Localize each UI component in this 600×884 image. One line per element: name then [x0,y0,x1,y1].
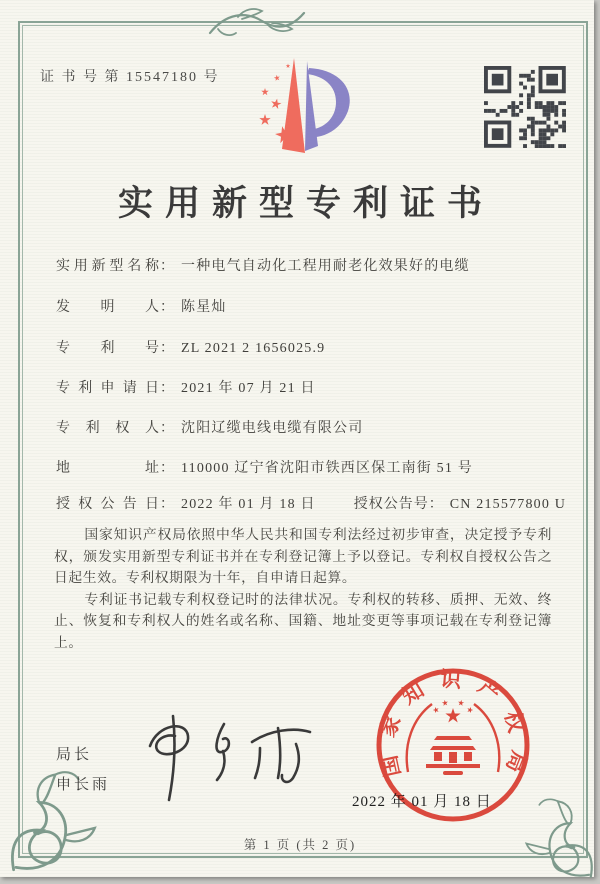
gazette-number-value: CN 215577800 U [449,497,567,512]
field-label: 授权公告日 [56,497,160,512]
field-value: ZL 2021 2 1656025.9 [181,341,326,356]
field-colon: ： [160,421,175,436]
field-value: 沈阳辽缆电线电缆有限公司 [181,421,364,436]
certificate-number: 证 书 号 第 15547180 号 [40,70,220,85]
field-value: 2021 年 07 月 21 日 [181,381,316,396]
field-row-inventor [56,296,227,316]
field-label: 专利权人 [56,421,160,436]
field-row-patentee [56,417,363,437]
legal-paragraph-2: 专利证书记载专利权登记时的法律状况。专利权的转移、质押、无效、终止、恢复和专利权人的姓名或名称、国籍、地址变更等事项记载在专利登记簿上。 [54,591,552,650]
cnipa-logo-icon [243,56,365,162]
legal-paragraph-1: 国家知识产权局依照中华人民共和国专利法经过初步审查，决定授予专利权，颁发实用新型专利证书并在专利登记簿上予以登记。专利权自授权公告之日起生效。专利权期限为十年，自申请日起算。 [54,527,552,585]
field-label: 专利号 [56,341,160,356]
field-label: 实用新型名称 [56,259,160,274]
field-label: 发明人 [56,300,160,315]
field-colon: ： [160,497,175,512]
certificate-title: 实用新型专利证书 [117,184,494,223]
field-row-filing-date [56,377,316,397]
field-value: 一种电气自动化工程用耐老化效果好的电缆 [181,259,470,274]
field-colon: ： [160,341,175,356]
field-row-patent-number [56,337,325,357]
field-row-utility-model-name [56,255,470,275]
signer-name: 申长雨 [56,777,111,793]
field-row-grant-date-and-number [56,493,566,513]
field-value: 陈星灿 [181,300,227,315]
top-vine-flourish-icon [208,2,308,44]
cnipa-round-seal-icon [368,660,538,830]
field-value: 110000 辽宁省沈阳市铁西区保工南街 51 号 [181,461,473,476]
national-emblem-icon [407,699,500,775]
handwritten-signature-icon [128,706,328,810]
field-label: 专利申请日 [56,381,160,396]
page-footer: 第 1 页 (共 2 页) [243,838,357,852]
field-colon: ： [160,381,175,396]
field-colon: ： [160,461,175,476]
seal-text: 国家知识产权局 [373,666,533,791]
signer-title: 局长 [56,747,93,763]
qr-code-icon [484,66,566,148]
field-value: 2022 年 01 月 18 日 [181,497,316,512]
field-row-address [56,457,473,477]
field-label: 地址 [56,461,160,476]
gazette-number-label: 授权公告号 [353,497,429,512]
field-colon: ： [160,259,175,274]
issue-date: 2022 年 01 月 18 日 [352,794,492,810]
field-colon: ： [428,497,444,512]
field-colon: ： [160,300,175,315]
legal-text-block [54,524,552,653]
